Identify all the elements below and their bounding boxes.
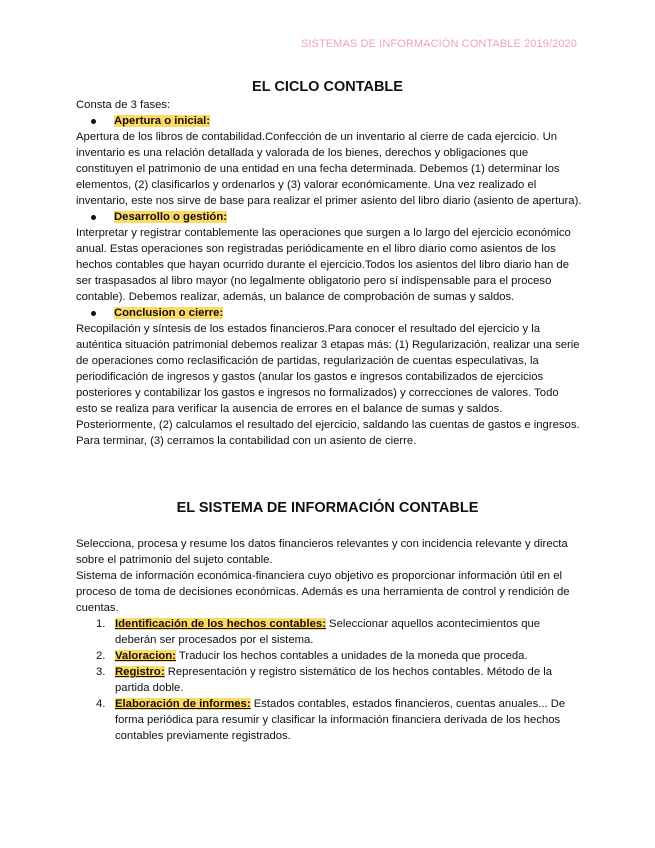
step-heading: Identificación de los hechos contables: <box>115 618 326 630</box>
paragraph: Selecciona, procesa y resume los datos financieros relevantes y con incidencia relevante y directa sobre el patrimonio del sujeto contable. <box>76 538 568 566</box>
paragraph: Sistema de información económica-financiera cuyo objetivo es proporcionar información útil en el proceso de toma de decisiones económicas. Además es una herramienta de control y rendición de cuentas. <box>76 570 570 614</box>
phase-item <box>76 209 582 305</box>
phase-description: Apertura de los libros de contabilidad.Confección de un inventario al cierre de cada ejercicio. Un inventario es una relación detallada y valorada de los bienes, derechos y obligaciones que constituyen el patrimonio de una entidad en una fecha determinada. Debemos (1) determinar los elementos, (2) clasificarlos y ordenarlos y (3) valorar económicamente. Una vez realizado el inventario, este nos sirve de base para realizar el primer asiento del libro diario (asiento de apertura). <box>76 131 582 207</box>
step-item <box>76 696 582 744</box>
sistema-informacion-body <box>76 536 582 744</box>
step-number: 4. <box>96 698 106 710</box>
step-text: Traducir los hechos contables a unidades de la moneda que proceda. <box>175 650 528 662</box>
bullet-heading <box>76 305 582 321</box>
step-number: 1. <box>96 618 106 630</box>
step-text: Estados contables, estados financieros, cuentas anuales... De forma periódica para resumir y clasificar la información financiera derivada de los hechos contables previamente registrados. <box>115 698 566 742</box>
step-number: 3. <box>96 666 106 678</box>
phase-heading: Conclusion o cierre: <box>114 307 224 319</box>
step-text: Representación y registro sistemático de los hechos contables. Método de la partida doble. <box>115 666 553 694</box>
phase-item <box>76 113 582 209</box>
section-title-sistema-informacion: EL SISTEMA DE INFORMACIÓN CONTABLE <box>176 500 479 516</box>
step-item <box>76 648 582 664</box>
step-text: Seleccionar aquellos acontecimientos que deberán ser procesados por el sistema. <box>115 618 541 646</box>
step-heading: Valoracion: <box>115 650 176 662</box>
bullet-heading <box>76 113 582 129</box>
section-title-ciclo-contable: EL CICLO CONTABLE <box>252 79 403 95</box>
phases-list <box>76 113 582 449</box>
step-number: 2. <box>96 650 106 662</box>
step-item <box>76 664 582 696</box>
step-heading: Elaboración de informes: <box>115 698 251 710</box>
steps-list <box>76 616 582 744</box>
phase-description: Recopilación y síntesis de los estados financieros.Para conocer el resultado del ejercicio y la auténtica situación patrimonial debemos realizar 3 etapas más: (1) Regularización, realizar una serie de operaciones como reclasificación de partidas, regularización de cuentas especulativas, la periodificación de ingresos y gastos (anular los gastos e ingresos contabilizados de ejercicios posteriores y contabilizar los gastos e ingresos no formalizados) y correcciones de valores. Todo esto se realiza para verificar la ausencia de errores en el balance de sumas y saldos. Posteriormente, (2) calculamos el resultado del ejercicio, saldando las cuentas de gastos e ingresos. Para terminar, (3) cerramos la contabilidad con un asiento de cierre. <box>76 323 580 447</box>
phase-description: Interpretar y registrar contablemente las operaciones que surgen a lo largo del ejercicio económico anual. Estas operaciones son registradas periódicamente en el libro diario como asientos de los hechos contables que hayan ocurrido durante el ejercicio.Todos los asientos del libro diario han de ser traspasados al libro mayor (no legalmente obligatorio pero sí indispensable para el proceso contable). Debemos realizar, además, un balance de comprobación de sumas y saldos. <box>76 227 571 303</box>
step-item <box>76 616 582 648</box>
step-heading: Registro: <box>115 666 165 678</box>
page-header: SISTEMAS DE INFORMACIÓN CONTABLE 2019/2020 <box>300 38 577 50</box>
phase-item <box>76 305 582 449</box>
phase-heading: Apertura o inicial: <box>114 115 211 127</box>
ciclo-contable-body <box>76 97 582 449</box>
intro-text: Consta de 3 fases: <box>76 99 171 111</box>
bullet-heading <box>76 209 582 225</box>
phase-heading: Desarrollo o gestión: <box>114 211 227 223</box>
